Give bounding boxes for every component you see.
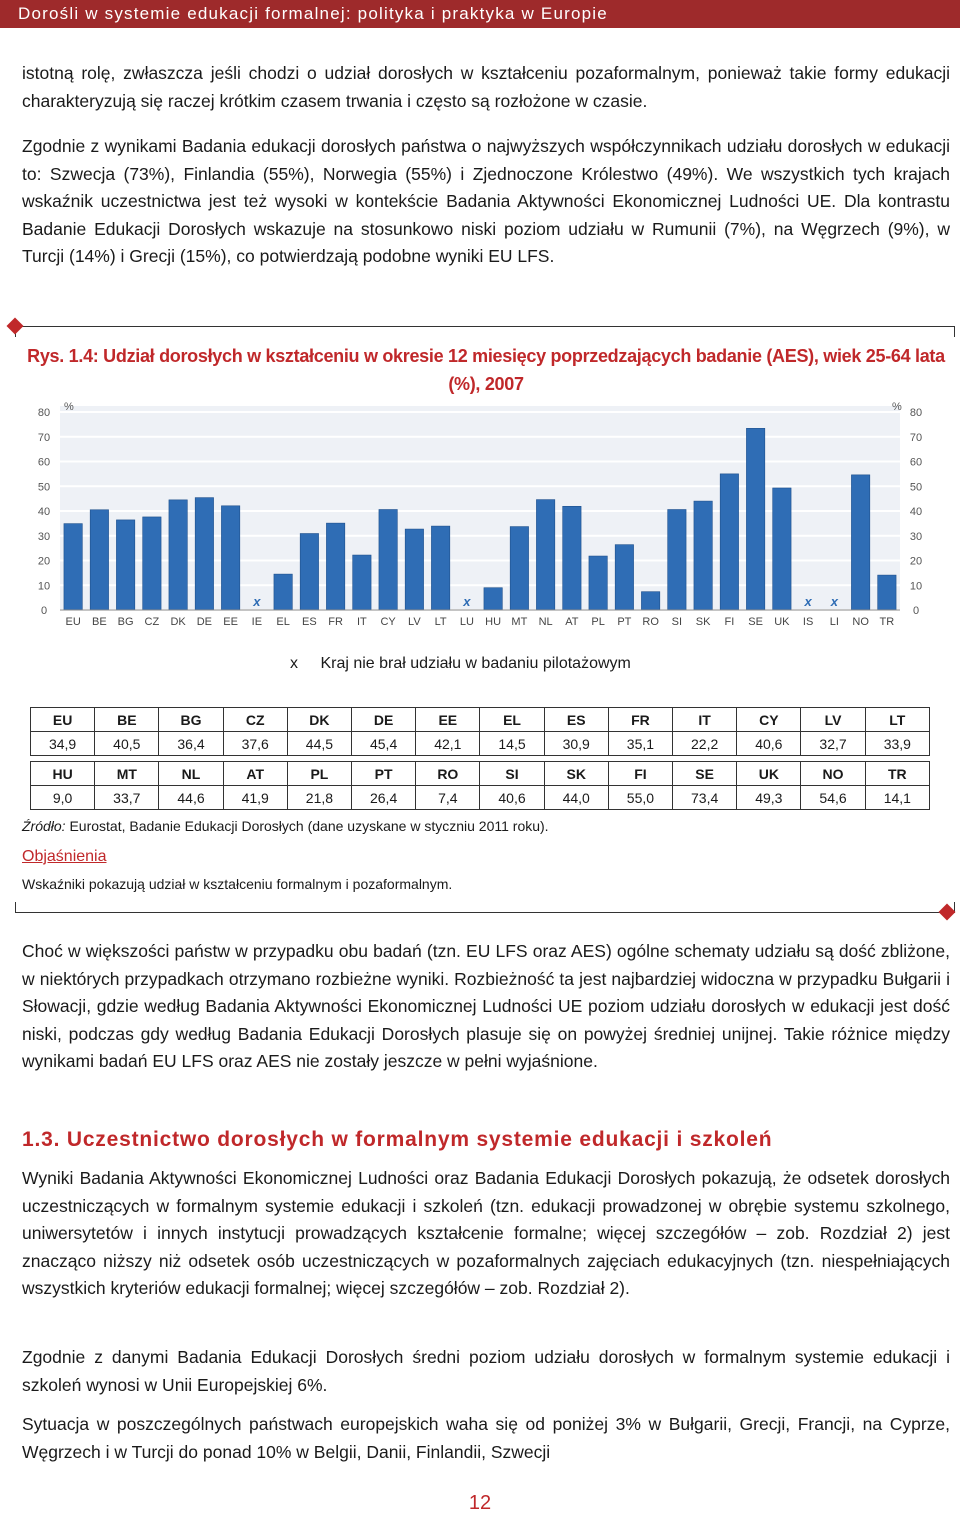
y-unit-left: % (64, 401, 74, 413)
running-header-title: Dorośli w systemie edukacji formalnej: polityka i praktyka w Europie (18, 4, 608, 23)
figure-frame-top (15, 326, 955, 337)
bar (641, 592, 659, 610)
y-tick-label-left: 0 (40, 605, 48, 617)
x-tick-label: IS (802, 616, 814, 628)
table-country-cell: NO (801, 762, 865, 786)
x-tick-label: LI (829, 616, 839, 628)
table-value-cell: 37,6 (223, 732, 287, 756)
x-tick-label: IT (356, 616, 367, 628)
bar (300, 534, 318, 610)
y-tick-label-right: 50 (909, 481, 923, 494)
data-table-2 (30, 761, 930, 810)
table-country-cell: SK (544, 762, 608, 786)
table-country-cell: UK (737, 762, 801, 786)
x-tick-label: SK (695, 616, 711, 628)
y-tick-label-right: 10 (909, 580, 923, 593)
table-value-row (31, 786, 930, 810)
table-value-cell: 41,9 (223, 786, 287, 810)
y-tick-label-right: 20 (909, 555, 923, 568)
source-label: Źródło: (22, 818, 66, 834)
bar (510, 527, 528, 610)
y-tick-label-left: 80 (37, 407, 51, 419)
bar (274, 574, 292, 610)
y-tick-label-right: 80 (909, 407, 923, 419)
paragraph-3: Choć w większości państw w przypadku obu badań (tzn. EU LFS oraz AES) ogólne schematy udziału są dość zbliżone, w niektórych przypadkach otrzymano rozbieżne wyniki. Rozbieżność ta jest najbardziej widoczna w przypadku Bułgarii i Słowacji, gdzie według Badania Aktywności Ekonomicznej Ludności UE poziom udziału dorosłych w edukacji jest dość niski, podczas gdy według Badania Edukacji Dorosłych plasuje się on powyżej średniej unijnej. Takie różnice między wynikami badań EU LFS oraz AES nie zostały jeszcze w pełni wyjaśnione. (22, 941, 950, 1071)
bar (589, 556, 607, 610)
x-tick-label: RO (642, 616, 659, 628)
table-country-cell: DK (287, 708, 351, 732)
x-tick-label: BE (92, 616, 107, 628)
bar (484, 588, 502, 610)
bar (326, 523, 344, 610)
y-unit-right: % (892, 401, 902, 413)
table-country-cell: PT (352, 762, 416, 786)
table-country-cell: CZ (223, 708, 287, 732)
x-tick-label: IE (251, 616, 263, 628)
table-value-cell: 54,6 (801, 786, 865, 810)
bar (64, 524, 82, 610)
table-value-cell: 40,6 (480, 786, 544, 810)
bar (878, 575, 896, 610)
y-tick-label-right: 70 (909, 431, 923, 444)
bar (668, 510, 686, 610)
x-tick-label: FI (724, 616, 735, 628)
missing-mark: x (804, 594, 812, 609)
paragraph-4: Wyniki Badania Aktywności Ekonomicznej Ludności oraz Badania Edukacji Dorosłych pokazują, że odsetek dorosłych uczestniczących w formalnym systemie edukacji i szkoleń (tzn. edukacji prowadzonej w obrębie systemu szkolnego, uniwersytetów i innych instytucji prowadzących kształcenie formalne; więcej szczegółów – zob. Rozdział 2) jest znacząco niższy niż odsetek osób uczestniczących w pozaformalnych zajęciach edukacyjnych (tzn. niespełniających wszystkich kryteriów edukacji formalnej; więcej szczegółów – zob. Rozdział 2). (22, 1168, 950, 1298)
bar (90, 510, 108, 610)
section-heading: 1.3. Uczestnictwo dorosłych w formalnym systemie edukacji i szkoleń (22, 1128, 773, 1151)
x-tick-label: PT (617, 616, 632, 628)
table-value-cell: 33,9 (865, 732, 929, 756)
y-tick-label-left: 50 (37, 481, 51, 494)
table-value-cell: 14,1 (865, 786, 929, 810)
y-tick-label-right: 60 (909, 456, 923, 469)
table-value-cell: 44,0 (544, 786, 608, 810)
table-country-cell: BE (95, 708, 159, 732)
table-country-cell: LV (801, 708, 865, 732)
table-header-row (31, 762, 930, 786)
legend-mark: x (290, 655, 298, 672)
bar (694, 501, 712, 610)
table-value-cell: 42,1 (416, 732, 480, 756)
y-tick-label-left: 20 (37, 555, 51, 568)
table-value-cell: 30,9 (544, 732, 608, 756)
x-tick-label: EE (223, 616, 238, 628)
y-tick-label-left: 60 (37, 456, 51, 469)
table-value-row (31, 732, 930, 756)
x-tick-label: BG (117, 616, 134, 628)
table-country-cell: IT (673, 708, 737, 732)
bar (615, 545, 633, 610)
table-value-cell: 36,4 (159, 732, 223, 756)
x-tick-label: EL (276, 616, 290, 628)
bar (221, 506, 239, 610)
table-value-cell: 45,4 (352, 732, 416, 756)
table-value-cell: 32,7 (801, 732, 865, 756)
x-tick-label: DK (170, 616, 186, 628)
data-table-1 (30, 707, 930, 756)
table-country-cell: PL (287, 762, 351, 786)
bar (195, 498, 213, 610)
table-value-cell: 22,2 (673, 732, 737, 756)
x-tick-label: PL (591, 616, 605, 628)
figure-source (22, 818, 549, 834)
table-value-cell: 33,7 (95, 786, 159, 810)
table-value-cell: 26,4 (352, 786, 416, 810)
bar (379, 510, 397, 610)
table-country-cell: NL (159, 762, 223, 786)
paragraph-5: Zgodnie z danymi Badania Edukacji Dorosłych średni poziom udziału dorosłych w formalnym systemie edukacji i szkoleń wynosi w Unii Europejskiej 6%. (22, 1347, 950, 1395)
y-tick-label-right: 30 (909, 530, 923, 543)
table-value-cell: 7,4 (416, 786, 480, 810)
bar (720, 474, 738, 610)
table-country-cell: AT (223, 762, 287, 786)
bar (746, 428, 764, 610)
table-country-cell: ES (544, 708, 608, 732)
explanation-text: Wskaźniki pokazują udział w kształceniu formalnym i pozaformalnym. (22, 876, 453, 892)
x-tick-label: DE (196, 616, 213, 628)
table-value-cell: 9,0 (31, 786, 95, 810)
missing-mark: x (463, 594, 471, 609)
table-value-cell: 21,8 (287, 786, 351, 810)
paragraph-6: Sytuacja w poszczególnych państwach europejskich waha się od poniżej 3% w Bułgarii, Grecji, Francji, na Cyprze, Węgrzech i w Turcji do ponad 10% w Belgii, Danii, Finlandii, Szwecji (22, 1414, 950, 1462)
bar-chart (30, 398, 930, 630)
x-tick-label: CZ (144, 616, 160, 628)
table-country-cell: EE (416, 708, 480, 732)
table-header-row (31, 708, 930, 732)
missing-mark: x (253, 594, 261, 609)
table-value-cell: 14,5 (480, 732, 544, 756)
y-tick-label-left: 40 (37, 506, 51, 518)
x-tick-label: AT (565, 616, 579, 628)
table-value-cell: 40,5 (95, 732, 159, 756)
x-tick-label: SI (671, 616, 683, 628)
x-tick-label: LT (434, 616, 447, 628)
chart-legend (290, 655, 631, 673)
x-tick-label: TR (879, 616, 895, 628)
paragraph-1: istotną rolę, zwłaszcza jeśli chodzi o udział dorosłych w kształceniu pozaformalnym, ponieważ takie formy edukacji charakteryzują się raczej krótkim czasem trwania i często są rozłożone w czasie. (22, 63, 950, 111)
paragraph-2: Zgodnie z wynikami Badania edukacji dorosłych państwa o najwyższych współczynnikach udziału dorosłych w edukacji to: Szwecja (73%), Finlandia (55%), Norwegia (55%) i Zjednoczone Królestwo (49%). We wszystkich tych krajach wskaźnik uczestnictwa jest też wysoki w kontekście Badania Aktywności Ekonomicznej Ludności UE. Dla kontrastu Badanie Edukacji Dorosłych wskazuje na stosunkowo niski poziom udziału w Rumunii (7%), na Węgrzech (9%), w Turcji (14%) i Grecji (15%), co potwierdzają podobne wyniki EU LFS. (22, 136, 950, 266)
y-tick-label-right: 0 (912, 605, 920, 617)
table-country-cell: FI (608, 762, 672, 786)
legend-text: Kraj nie brał udziału w badaniu pilotażowym (320, 655, 631, 672)
y-tick-label-left: 70 (37, 431, 51, 444)
page-number: 12 (468, 1492, 492, 1514)
table-country-cell: RO (416, 762, 480, 786)
bar (563, 506, 581, 610)
table-value-cell: 44,6 (159, 786, 223, 810)
table-value-cell: 35,1 (608, 732, 672, 756)
x-tick-label: NL (538, 616, 553, 628)
bar (116, 520, 134, 610)
x-tick-label: MT (511, 616, 528, 628)
figure-frame-bottom (15, 902, 955, 913)
table-value-cell: 49,3 (737, 786, 801, 810)
y-tick-label-left: 10 (37, 580, 51, 593)
table-value-cell: 73,4 (673, 786, 737, 810)
missing-mark: x (830, 594, 838, 609)
x-tick-label: FR (328, 616, 343, 628)
x-tick-label: CY (380, 616, 396, 628)
bar (143, 517, 161, 610)
table-country-cell: CY (737, 708, 801, 732)
figure-title: Rys. 1.4: Udział dorosłych w kształceniu w okresie 12 miesięcy poprzedzających badanie (AES), wiek 25-64 lata (%), 2007 (27, 346, 945, 394)
x-tick-label: SE (748, 616, 763, 628)
table-country-cell: DE (352, 708, 416, 732)
x-tick-label: ES (302, 616, 317, 628)
bar (431, 526, 449, 610)
x-tick-label: UK (774, 616, 790, 628)
table-value-cell: 40,6 (737, 732, 801, 756)
x-tick-label: LV (408, 616, 421, 628)
table-country-cell: EL (480, 708, 544, 732)
table-country-cell: SI (480, 762, 544, 786)
table-value-cell: 55,0 (608, 786, 672, 810)
y-tick-label-right: 40 (909, 506, 923, 518)
table-country-cell: LT (865, 708, 929, 732)
running-header (0, 0, 960, 28)
bar (353, 555, 371, 610)
x-tick-label: LU (459, 616, 474, 628)
x-tick-label: HU (485, 616, 502, 628)
table-country-cell: MT (95, 762, 159, 786)
x-tick-label: NO (852, 616, 869, 628)
table-country-cell: SE (673, 762, 737, 786)
explanation-heading: Objaśnienia (22, 848, 107, 865)
table-country-cell: FR (608, 708, 672, 732)
bar (169, 500, 187, 610)
table-value-cell: 44,5 (287, 732, 351, 756)
table-country-cell: EU (31, 708, 95, 732)
x-tick-label: EU (65, 616, 81, 628)
source-text: Eurostat, Badanie Edukacji Dorosłych (dane uzyskane w styczniu 2011 roku). (65, 818, 549, 834)
table-country-cell: TR (865, 762, 929, 786)
bar (536, 500, 554, 610)
bar (773, 488, 791, 610)
y-tick-label-left: 30 (37, 530, 51, 543)
table-country-cell: BG (159, 708, 223, 732)
bar (405, 529, 423, 610)
table-value-cell: 34,9 (31, 732, 95, 756)
bar (851, 475, 869, 610)
table-country-cell: HU (31, 762, 95, 786)
